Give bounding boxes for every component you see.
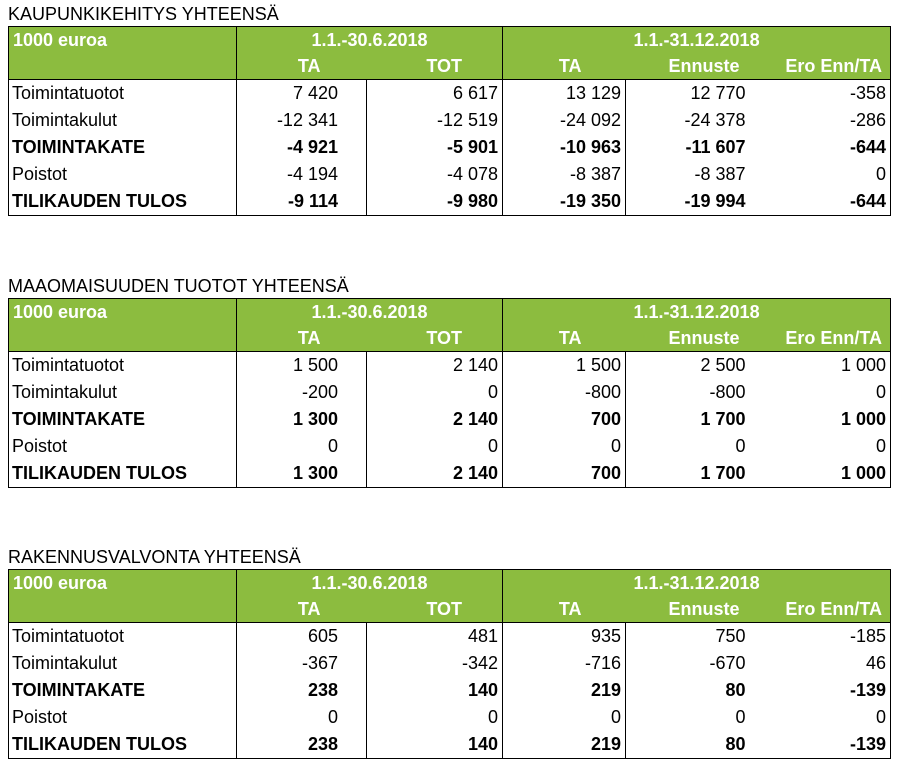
value-cell: 0 xyxy=(367,379,503,406)
value-cell: 0 xyxy=(626,704,750,731)
header-row-columns xyxy=(9,325,891,352)
value-cell: 1 700 xyxy=(626,460,750,488)
row-label: TILIKAUDEN TULOS xyxy=(12,734,187,754)
column-header: Ero Enn/TA xyxy=(785,56,883,76)
value-cell: 1 300 xyxy=(237,460,367,488)
section-title: KAUPUNKIKEHITYS YHTEENSÄ xyxy=(8,4,279,24)
value-cell: -19 994 xyxy=(626,188,750,216)
section-title: MAAOMAISUUDEN TUOTOT YHTEENSÄ xyxy=(8,276,349,296)
unit-label: 1000 euroa xyxy=(13,30,108,50)
column-header: TOT xyxy=(426,328,463,348)
value-cell: 0 xyxy=(626,433,750,460)
column-header: TOT xyxy=(426,56,463,76)
table-row xyxy=(9,161,891,188)
table-row xyxy=(9,623,891,651)
value-cell: -4 194 xyxy=(237,161,367,188)
row-label: Toimintakulut xyxy=(12,653,118,673)
value-cell: -139 xyxy=(850,680,887,700)
table-row xyxy=(9,134,891,161)
table-row xyxy=(9,406,891,433)
column-header: TA xyxy=(237,596,367,623)
table-row xyxy=(9,80,891,108)
value-cell: 2 140 xyxy=(367,460,503,488)
row-label: Poistot xyxy=(12,707,68,727)
table-row xyxy=(9,352,891,380)
value-cell: -8 387 xyxy=(503,161,626,188)
value-cell: 1 000 xyxy=(750,352,891,380)
value-cell: 219 xyxy=(503,677,626,704)
value-cell: 0 xyxy=(237,433,367,460)
value-cell: 1 000 xyxy=(841,409,887,429)
column-header: TOT xyxy=(426,599,463,619)
value-cell: -4 078 xyxy=(367,161,503,188)
table-row xyxy=(9,704,891,731)
value-cell: 0 xyxy=(503,433,626,460)
value-cell: 0 xyxy=(503,704,626,731)
value-cell: -670 xyxy=(626,650,750,677)
period-header: 1.1.-31.12.2018 xyxy=(503,27,891,54)
row-label: Toimintatuotot xyxy=(9,623,237,651)
value-cell: 2 140 xyxy=(367,406,503,433)
row-label: Toimintakulut xyxy=(12,382,118,402)
value-cell: 12 770 xyxy=(626,80,750,108)
table-row xyxy=(9,650,891,677)
value-cell: 238 xyxy=(237,677,367,704)
column-header: TA xyxy=(237,325,367,352)
value-cell: -800 xyxy=(626,379,750,406)
period-header: 1.1.-30.6.2018 xyxy=(237,570,503,597)
row-label: TOIMINTAKATE xyxy=(12,680,145,700)
value-cell: -12 519 xyxy=(367,107,503,134)
financial-table xyxy=(8,569,891,759)
row-label: TILIKAUDEN TULOS xyxy=(12,463,187,483)
value-cell: -9 980 xyxy=(367,188,503,216)
table-row xyxy=(9,379,891,406)
value-cell: 80 xyxy=(626,731,750,759)
column-header: Ennuste xyxy=(668,599,740,619)
header-row-periods xyxy=(9,299,891,326)
header-row-periods xyxy=(9,570,891,597)
period-header: 1.1.-30.6.2018 xyxy=(237,27,503,54)
value-cell: 0 xyxy=(876,707,887,727)
table-row xyxy=(9,460,891,488)
value-cell: 219 xyxy=(503,731,626,759)
value-cell: -800 xyxy=(503,379,626,406)
unit-label: 1000 euroa xyxy=(13,573,108,593)
value-cell: -5 901 xyxy=(367,134,503,161)
row-label: TOIMINTAKATE xyxy=(12,409,145,429)
value-cell: -286 xyxy=(850,110,887,130)
value-cell: 0 xyxy=(876,382,887,402)
value-cell: -9 114 xyxy=(237,188,367,216)
table-row xyxy=(9,731,891,759)
header-row-columns xyxy=(9,596,891,623)
value-cell: 0 xyxy=(367,704,503,731)
period-header: 1.1.-30.6.2018 xyxy=(237,299,503,326)
value-cell: 0 xyxy=(876,436,887,456)
value-cell: 700 xyxy=(503,406,626,433)
table-row xyxy=(9,107,891,134)
row-label: Toimintakulut xyxy=(12,110,118,130)
header-row-columns xyxy=(9,53,891,80)
financial-table xyxy=(8,298,891,488)
period-header: 1.1.-31.12.2018 xyxy=(503,299,891,326)
column-header: Ero Enn/TA xyxy=(785,328,883,348)
unit-label: 1000 euroa xyxy=(13,302,108,322)
row-label: Toimintatuotot xyxy=(9,80,237,108)
value-cell: -11 607 xyxy=(626,134,750,161)
column-header: TA xyxy=(503,53,626,80)
value-cell: -139 xyxy=(850,734,887,754)
column-header: TA xyxy=(503,325,626,352)
value-cell: 0 xyxy=(237,704,367,731)
column-header: Ero Enn/TA xyxy=(785,599,883,619)
value-cell: -644 xyxy=(850,191,887,211)
row-label: Poistot xyxy=(12,436,68,456)
report-section xyxy=(8,276,890,488)
value-cell: -24 092 xyxy=(503,107,626,134)
value-cell: -644 xyxy=(850,137,887,157)
value-cell: 238 xyxy=(237,731,367,759)
value-cell: 6 617 xyxy=(367,80,503,108)
header-row-periods xyxy=(9,27,891,54)
value-cell: 2 500 xyxy=(626,352,750,380)
value-cell: 481 xyxy=(367,623,503,651)
value-cell: 1 300 xyxy=(237,406,367,433)
value-cell: 1 000 xyxy=(841,463,887,483)
value-cell: 46 xyxy=(866,653,887,673)
column-header: TA xyxy=(237,53,367,80)
value-cell: -12 341 xyxy=(237,107,367,134)
value-cell: -358 xyxy=(750,80,891,108)
value-cell: 1 700 xyxy=(626,406,750,433)
value-cell: -367 xyxy=(237,650,367,677)
financial-table xyxy=(8,26,891,216)
value-cell: 605 xyxy=(237,623,367,651)
value-cell: 80 xyxy=(626,677,750,704)
period-header: 1.1.-31.12.2018 xyxy=(503,570,891,597)
row-label: Toimintatuotot xyxy=(9,352,237,380)
report-section xyxy=(8,4,890,216)
value-cell: 1 500 xyxy=(503,352,626,380)
table-row xyxy=(9,433,891,460)
value-cell: -24 378 xyxy=(626,107,750,134)
value-cell: 7 420 xyxy=(237,80,367,108)
row-label: TOIMINTAKATE xyxy=(12,137,145,157)
value-cell: -8 387 xyxy=(626,161,750,188)
header-cell-empty xyxy=(9,596,237,623)
value-cell: 750 xyxy=(626,623,750,651)
value-cell: 13 129 xyxy=(503,80,626,108)
value-cell: 140 xyxy=(367,677,503,704)
value-cell: 935 xyxy=(503,623,626,651)
row-label: TILIKAUDEN TULOS xyxy=(12,191,187,211)
section-title: RAKENNUSVALVONTA YHTEENSÄ xyxy=(8,547,301,567)
report-section xyxy=(8,547,890,759)
column-header: Ennuste xyxy=(668,56,740,76)
value-cell: 140 xyxy=(367,731,503,759)
value-cell: 1 500 xyxy=(237,352,367,380)
value-cell: -200 xyxy=(237,379,367,406)
value-cell: -342 xyxy=(367,650,503,677)
table-row xyxy=(9,677,891,704)
column-header: Ennuste xyxy=(668,328,740,348)
value-cell: 0 xyxy=(367,433,503,460)
row-label: Poistot xyxy=(12,164,68,184)
value-cell: 0 xyxy=(876,164,887,184)
table-row xyxy=(9,188,891,216)
value-cell: 700 xyxy=(503,460,626,488)
value-cell: -4 921 xyxy=(237,134,367,161)
column-header: TA xyxy=(503,596,626,623)
value-cell: 2 140 xyxy=(367,352,503,380)
header-cell-empty xyxy=(9,325,237,352)
header-cell-empty xyxy=(9,53,237,80)
value-cell: -185 xyxy=(750,623,891,651)
value-cell: -19 350 xyxy=(503,188,626,216)
value-cell: -10 963 xyxy=(503,134,626,161)
value-cell: -716 xyxy=(503,650,626,677)
